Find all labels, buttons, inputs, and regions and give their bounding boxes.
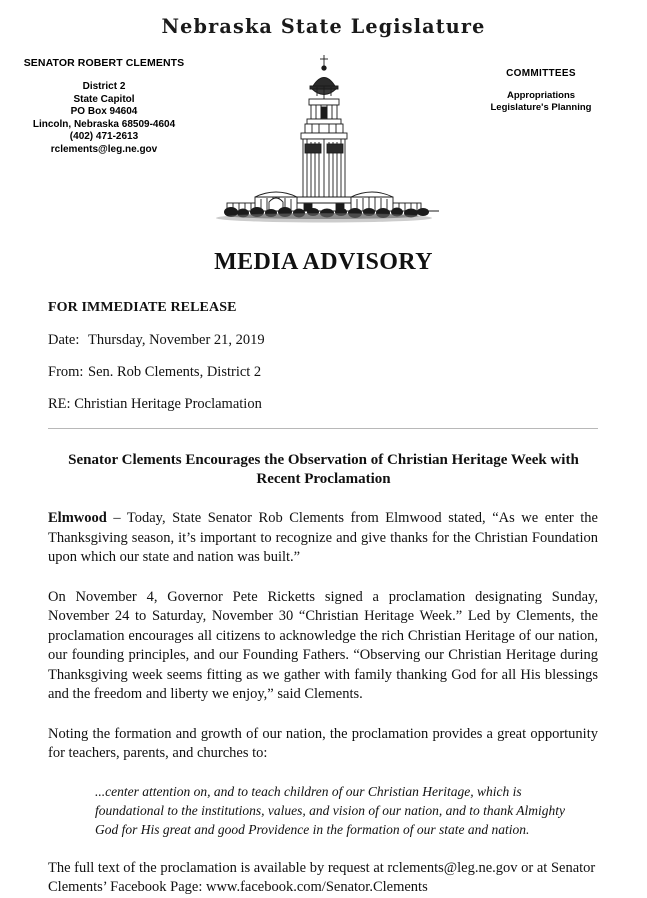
paragraph-3: Noting the formation and growth of our nation, the proclamation provides a great opportunity for teachers, parents, and churches to:	[48, 725, 598, 761]
release-metadata	[48, 300, 598, 412]
senator-info-block	[6, 57, 202, 157]
paragraph-1-text: – Today, State Senator Rob Clements from Elmwood stated, “As we enter the Thanksgiving season, it’s important to recognize and give thanks for the Christian Foundation upon which our state and nation was built.”	[48, 510, 598, 565]
senator-address	[6, 81, 202, 157]
date-label: Date:	[48, 332, 80, 348]
phone-number: (402) 471-2613	[69, 131, 139, 143]
paragraph-4: The full text of the proclamation is available by request at rclements@leg.ne.gov or at Senator Clements’ Facebook Page: www.facebook.com/Senator.Clements	[48, 859, 596, 895]
document-body	[0, 228, 647, 898]
address-line: Lincoln, Nebraska 68509-4604	[32, 118, 176, 130]
paragraph-2: On November 4, Governor Pete Ricketts signed a proclamation designating Sunday, November 24 to Saturday, November 30 “Christian Heritage Week.” Led by Clements, the proclamation encourages all citizens to acknowledge the rich Christian Heritage of our nation, our founding principles, and our Founding Fathers. “Observing our Christian Heritage during Thanksgiving week seems fitting as we gather with family thanking God for all His blessings and the freedom and liberty we enjoy,” said Clements.	[48, 588, 598, 702]
address-line: State Capitol	[73, 93, 135, 105]
from-line	[48, 364, 598, 380]
masthead-title-text: Nebraska State Legislature	[161, 14, 486, 38]
nebraska-state-capitol-icon	[209, 52, 439, 224]
address-line: PO Box 94604	[70, 106, 138, 118]
senator-name: SENATOR ROBERT CLEMENTS	[23, 57, 185, 69]
date-value: Thursday, November 21, 2019	[88, 332, 265, 348]
horizontal-divider	[48, 428, 598, 429]
letterhead	[0, 0, 647, 228]
re-label: RE:	[48, 396, 71, 412]
paragraph-1	[48, 509, 598, 568]
page-title: MEDIA ADVISORY	[214, 249, 433, 275]
address-line: District 2	[82, 81, 126, 92]
block-quote: ...center attention on, and to teach children of our Christian Heritage, which is foundational to the institutions, values, and vision of our nation, and to thank Almighty God for His great and good Providence in the formation of our state and nation.	[95, 783, 565, 837]
dateline-city: Elmwood	[48, 510, 107, 526]
headline: Senator Clements Encourages the Observation of Christian Heritage Week with Recent Proclamation	[68, 452, 579, 487]
masthead-title	[13, 14, 634, 38]
release-status: FOR IMMEDIATE RELEASE	[48, 300, 237, 315]
committees-block	[451, 68, 631, 113]
date-line	[48, 332, 598, 348]
committees-list	[451, 90, 631, 113]
re-value: Christian Heritage Proclamation	[74, 396, 262, 412]
re-line	[48, 396, 598, 412]
email-address: rclements@leg.ne.gov	[50, 143, 158, 155]
committee-item: Appropriations	[506, 90, 576, 101]
from-label: From:	[48, 364, 84, 380]
from-value: Sen. Rob Clements, District 2	[88, 364, 262, 380]
committees-title: COMMITTEES	[506, 68, 576, 79]
committee-item: Legislature's Planning	[490, 101, 592, 113]
